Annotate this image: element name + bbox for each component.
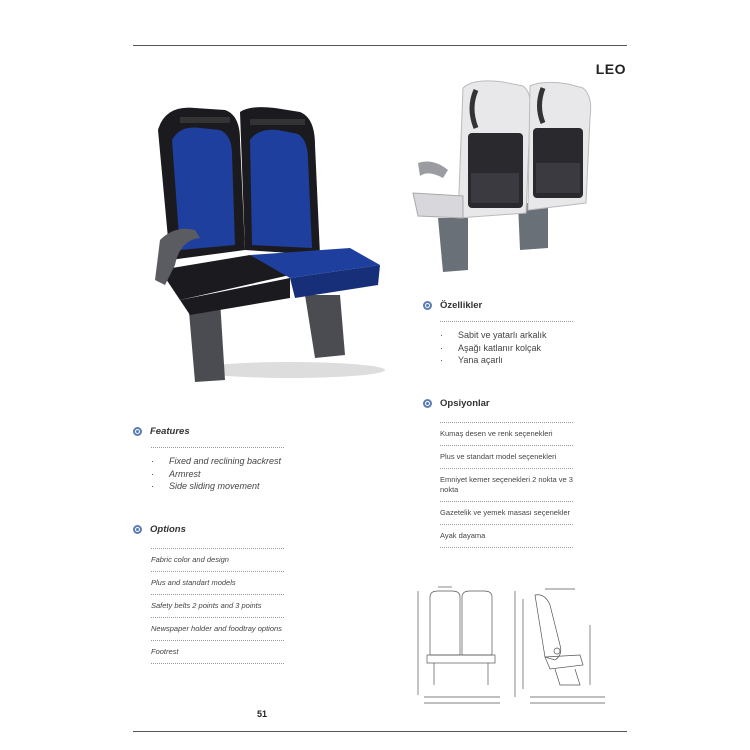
technical-drawing-side (505, 585, 625, 710)
list-item: Ayak dayama (440, 524, 573, 548)
section-icon (423, 399, 432, 408)
en-options-list (151, 548, 284, 664)
list-item: · Fixed and reclining backrest (151, 456, 282, 466)
section-icon (423, 301, 432, 310)
section-icon (133, 525, 142, 534)
seat-front-image (140, 100, 390, 385)
list-item: · Aşağı katlanır kolçak (440, 342, 542, 353)
top-rule (133, 45, 627, 46)
en-options-heading: Options (133, 524, 186, 535)
technical-drawing-front (412, 585, 512, 710)
en-features-list (151, 455, 286, 493)
tr-features-divider (440, 321, 573, 322)
list-item: Safety belts 2 points and 3 points (151, 594, 284, 617)
bottom-rule (133, 731, 627, 732)
page-number: 51 (257, 709, 268, 719)
list-item: Emniyet kemer seçenekleri 2 nokta ve 3 nokta (440, 468, 573, 501)
list-item: · Side sliding movement (151, 481, 260, 491)
list-item: Gazetelik ve yemek masası seçenekler (440, 501, 573, 524)
list-item: · Yana açarlı (440, 355, 503, 365)
list-item: Newspaper holder and foodtray options (151, 617, 284, 640)
seat-rear-image (408, 78, 598, 278)
tr-features-list (440, 329, 547, 367)
en-features-divider (151, 447, 284, 448)
list-item: · Sabit ve yatarlı arkalık (440, 330, 547, 340)
product-title: LEO (595, 61, 626, 77)
list-item: Plus and standart models (151, 571, 284, 594)
list-item: Kumaş desen ve renk seçenekleri (440, 422, 573, 445)
tr-options-list (440, 422, 573, 548)
en-features-heading: Features (133, 426, 190, 437)
list-item: · Armrest (151, 468, 201, 479)
tr-features-heading: Özellikler (423, 300, 482, 311)
list-item: Footrest (151, 640, 284, 664)
list-item: Plus ve standart model seçenekleri (440, 445, 573, 468)
list-item: Fabric color and design (151, 548, 284, 571)
tr-options-heading: Opsiyonlar (423, 398, 490, 409)
section-icon (133, 427, 142, 436)
